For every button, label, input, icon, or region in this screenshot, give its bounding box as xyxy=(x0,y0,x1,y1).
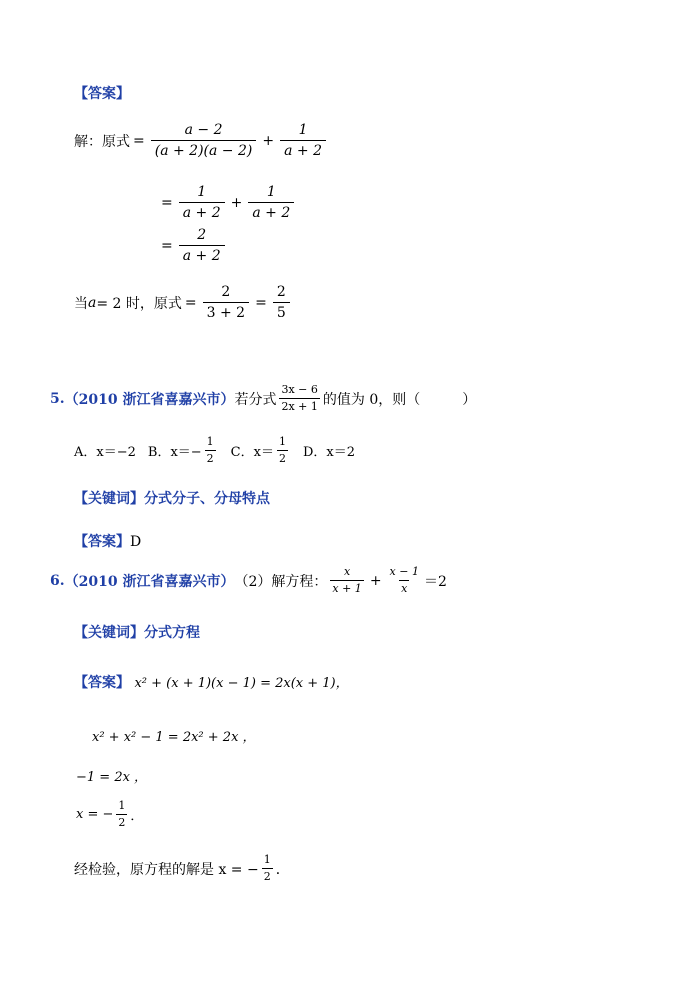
q5-fraction: $\frac{3x - 6}{2x + 1}$ xyxy=(281,383,318,413)
q6-fraction-1: $\frac{x}{x + 1}$ xyxy=(332,565,362,595)
q5-option-b-fraction: $\frac{1}{2}$ xyxy=(206,435,214,465)
q6-check-line: 经检验，原方程的解是 x = − $\frac{1}{2}$ ． xyxy=(74,853,290,883)
q6-fraction-2: $\frac{x - 1}{x}$ xyxy=(389,565,419,595)
q6-keywords: 【关键词】分式方程 xyxy=(74,625,200,641)
q6-question: 6. （2010 浙江省喜嘉兴市） （2）解方程： $\frac{x}{x + 1}$ + $\frac{x - 1}{x}$ ＝2 xyxy=(50,565,447,595)
q5-options xyxy=(74,436,355,465)
q4-line1-fraction-2: $\frac{1}{a + 2}$ xyxy=(280,122,326,159)
q4-prefix: 解：原式 xyxy=(74,133,130,150)
q5-option-b: B．x＝− xyxy=(147,445,202,460)
q6-answer-line-4: x = − $\frac{1}{2}$ ． xyxy=(76,799,144,829)
q5-question: 5. （2010 浙江省喜嘉兴市） 若分式 $\frac{3x - 6}{2x + 1}$ 的值为 0，则（ ） xyxy=(50,383,477,413)
q6-answer-line-2: x² + x² − 1 = 2x² + 2x ， xyxy=(92,730,256,745)
q4-solution-line-1: 解：原式 = $\frac{a - 2}{(a + 2)(a - 2)}$ + $\frac{1}{a + 2}$ xyxy=(74,122,329,159)
q4-line2-fraction-2: $\frac{1}{a + 2}$ xyxy=(248,184,294,221)
q4-line2-fraction-1: $\frac{1}{a + 2}$ xyxy=(179,184,225,221)
q5-option-a: A．x＝−2 xyxy=(74,445,136,460)
q5-answer: 【答案】D xyxy=(74,534,142,550)
q5-keywords: 【关键词】分式分子、分母特点 xyxy=(74,491,270,507)
q4-solution-line-2: = $\frac{1}{a + 2}$ + $\frac{1}{a + 2}$ xyxy=(158,184,297,221)
q4-solution-line-3: = $\frac{2}{a + 2}$ xyxy=(158,227,228,264)
q4-line4-fraction-2: $\frac{2}{5}$ xyxy=(273,284,290,321)
q6-answer-line-1: 【答案】 x² + (x + 1)(x − 1) = 2x(x + 1)， xyxy=(74,675,349,691)
q6-check-fraction: $\frac{1}{2}$ xyxy=(263,853,271,883)
answer-label: 【答案】 xyxy=(74,86,130,102)
q4-line1-fraction-1: $\frac{a - 2}{(a + 2)(a - 2)}$ xyxy=(151,122,257,159)
q5-option-c: C．x＝ xyxy=(230,445,274,460)
q6-answer-fraction: $\frac{1}{2}$ xyxy=(118,799,126,829)
q5-option-c-fraction: $\frac{1}{2}$ xyxy=(278,435,286,465)
q4-line4-fraction-1: $\frac{2}{3 + 2}$ xyxy=(203,284,249,321)
q5-option-d: D．x＝2 xyxy=(302,445,355,460)
q6-answer-line-3: −1 = 2x ， xyxy=(76,770,148,785)
q4-solution-line-4: 当 a = 2 时，原式 = $\frac{2}{3 + 2}$ = $\frac{2}{5}$ xyxy=(74,284,293,321)
q4-line3-fraction: $\frac{2}{a + 2}$ xyxy=(179,227,225,264)
